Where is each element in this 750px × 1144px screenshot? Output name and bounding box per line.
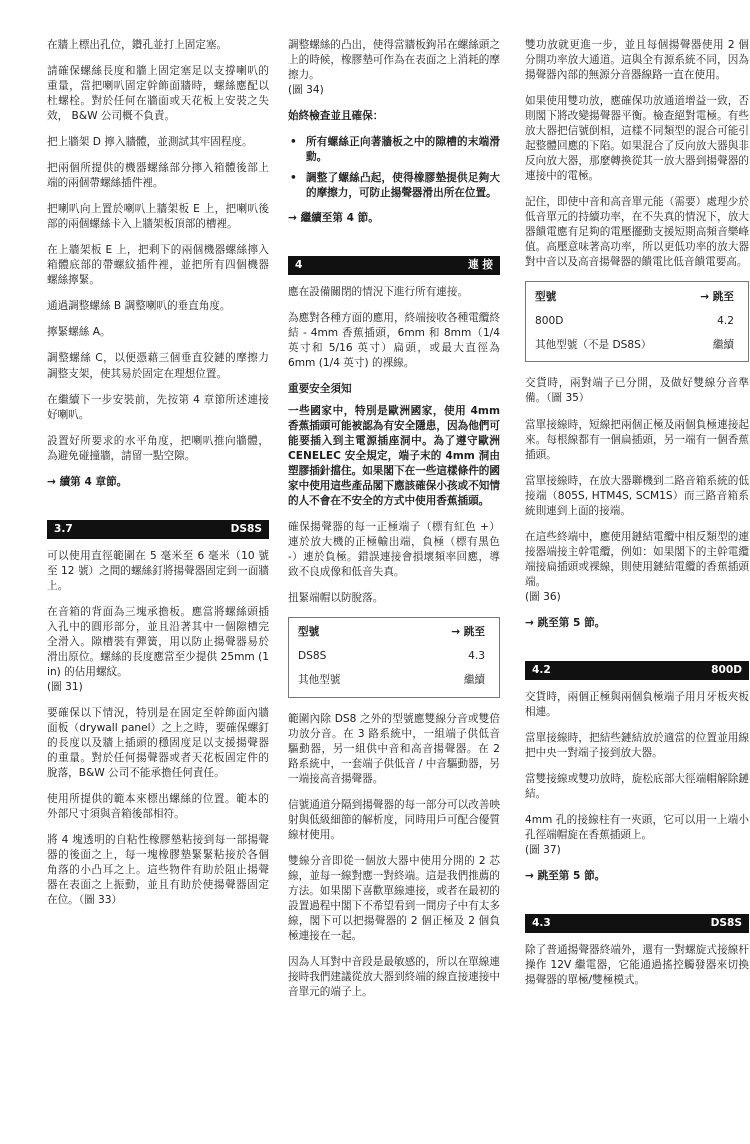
paragraph: 雙功放就更進一步，並且每個揚聲器使用 2 個分開功率放大通道。這與全有源系統不同，因為揚聲器內部的無源分音器線路一直在使用。 bbox=[525, 39, 749, 82]
paragraph-text: 在這些終端中，應使用鏈結電纜中相反類型的連接器端接主幹電纜，例如：如果閣下的主幹電纜端接扁插頭或裸線，則使用鏈結電纜的香蕉插頭端。 bbox=[525, 530, 749, 588]
section-tag: DS8S bbox=[230, 522, 262, 535]
section-number: 3.7 bbox=[54, 522, 73, 535]
table-header-cell: → 跳至 bbox=[700, 290, 734, 303]
paragraph: 雙線分音即從一個放大器中使用分開的 2 芯線，並每一線對應一對終端。這是我們推薦的方法。如果閣下喜歡單線連接，或者在最初的設置過程中閣下不希望看到一間房子中有太多線，閣下可以把揚聲器的 2 個正極及 2 個負極連接在一起。 bbox=[288, 855, 500, 943]
table-cell: 其他型號 bbox=[298, 674, 341, 687]
table-cell: 4.2 bbox=[717, 314, 734, 327]
paragraph: 記住，即使中音和高音單元能（需要）處理少於低音單元的持續功率，在不失真的情況下，放大器饋電應有足夠的電壓擺動支援短期高頻音樂峰值。高壓意味著高功率，所以更低功率的放大器對中音以及高音揚聲器的饋電比低音饋電要高。 bbox=[525, 196, 749, 269]
figure-ref: (圖 31) bbox=[47, 680, 83, 693]
paragraph: 當雙接線或雙功放時，旋松底部大徑端帽解除鏈結。 bbox=[525, 773, 749, 801]
paragraph-text: 4mm 孔的接線柱有一夾頭，它可以用一上端小孔徑端帽旋在香蕉插頭上。 bbox=[525, 814, 749, 842]
continue-note: → 續第 4 章節。 bbox=[47, 475, 128, 488]
check-list bbox=[288, 135, 500, 201]
paragraph: 擰緊螺絲 A。 bbox=[47, 326, 111, 339]
continue-note: → 跳至第 5 節。 bbox=[525, 870, 606, 883]
check-heading: 始終檢查並且確保： bbox=[288, 110, 384, 123]
table-cell: 其他型號（不是 DS8S） bbox=[535, 338, 652, 351]
section-tag: DS8S bbox=[710, 917, 742, 930]
paragraph bbox=[525, 530, 749, 605]
figure-ref: (圖 34) bbox=[288, 84, 324, 97]
section-tag: 連 接 bbox=[468, 259, 493, 272]
model-table bbox=[525, 281, 749, 362]
continue-note: → 跳至第 5 節。 bbox=[525, 616, 606, 629]
paragraph: 通過調整螺絲 B 調整喇叭的垂直角度。 bbox=[47, 300, 231, 313]
paragraph-text: 調整螺絲的凸出，使得當牆板鉤吊在螺絲頭之上的時候，橡膠墊可作為在表面之上消耗的摩擦力。 bbox=[288, 39, 500, 82]
figure-ref: (圖 37) bbox=[525, 844, 561, 857]
column-1 bbox=[47, 38, 269, 919]
section-header-4-3 bbox=[525, 914, 749, 933]
paragraph: 可以使用直徑範圍在 5 毫米至 6 毫米（10 號至 12 號）之間的螺絲釘將揚聲器固定到一面牆上。 bbox=[47, 549, 269, 592]
paragraph bbox=[288, 38, 500, 98]
section-header-4-2 bbox=[525, 661, 749, 680]
table-cell: 800D bbox=[535, 314, 564, 327]
paragraph: 除了普通揚聲器終端外，還有一對螺旋式接線杆操作 12V 繼電器，它能通過搖控觸發器來切換揚聲器的單極/雙極模式。 bbox=[525, 944, 749, 987]
section-number: 4.2 bbox=[532, 663, 551, 676]
table-cell: 繼續 bbox=[712, 338, 734, 351]
paragraph: 如果使用雙功放，應確保功放通道增益一致，否則閣下將改變揚聲器平衡。檢查絕對電極。有些放大器把信號倒相，這樣不同類型的混合可能引起整體回應的下陷。如果混合了反向放大器與非反向放大器，那麼轉換從其一放大器到揚聲器的連接中的電極。 bbox=[525, 95, 749, 183]
section-header-4 bbox=[288, 256, 500, 275]
paragraph: 把兩個所提供的機器螺絲部分擰入箱體後部上端的兩個帶螺絲插件裡。 bbox=[47, 162, 269, 190]
figure-ref: (圖 36) bbox=[525, 590, 561, 603]
table-header-cell: → 跳至 bbox=[451, 626, 485, 639]
paragraph: 交貨時，兩對端子已分開，及做好雙線分音準備。（圖 35） bbox=[525, 377, 749, 405]
section-number: 4 bbox=[295, 259, 303, 272]
table-row bbox=[289, 645, 500, 669]
paragraph-text: 在音箱的背面為三塊承擔板。應當將螺絲頭插入孔中的圓形部分，並且沿著其中一個隙槽完全滑入。隙槽裝有彈簧，用以防止揚聲器易於滑出原位。螺絲的長度應當至少提供 25mm (1 in) 的佔用螺紋。 bbox=[47, 605, 269, 678]
list-item: • 調整了螺絲凸起，使得橡膠墊提供足夠大的摩擦力，可防止揚聲器滑出所在位置。 bbox=[288, 171, 500, 201]
paragraph: 確保揚聲器的每一正極端子（標有紅色 +）連於放大機的正極輸出端，負極（標有黑色 -）連於負極。錯誤連接會損壞頻率回應，導致不良成像和低音失真。 bbox=[288, 520, 500, 578]
paragraph: 範圍內除 DS8 之外的型號應雙線分音或雙倍功放分音。在 3 路系統中，一組端子供低音驅動器，另一組供中音和高音揚聲器。在 2 路系統中，一套端子供低音 / 中音驅動器，另一端接高音揚聲器。 bbox=[288, 712, 500, 785]
safety-heading: 重要安全須知 bbox=[288, 383, 352, 396]
continue-note: → 繼續至第 4 節。 bbox=[288, 212, 379, 225]
column-3 bbox=[525, 38, 749, 999]
paragraph: 把上牆架 D 擰入牆體，並測試其牢固程度。 bbox=[47, 136, 253, 149]
paragraph: 將 4 塊透明的自粘性橡膠墊粘接到每一部揚聲器的後面之上，每一塊橡膠墊緊緊粘接於各個角落的小凸耳之上。這些物件有助於阻止揚聲器在表面之上振動，並且有助於使揚聲器固定在位。（圖 33） bbox=[47, 834, 269, 907]
paragraph: 為應對各種方面的應用，終端接收各種電纜終結 - 4mm 香蕉插頭，6mm 和 8mm（1/4 英寸和 5/16 英寸）扁頭，或最大直徑為 6mm (1/4 英寸) 的裸線。 bbox=[288, 312, 500, 370]
table-row bbox=[526, 333, 749, 362]
table-header-cell: 型號 bbox=[535, 290, 557, 303]
paragraph: 信號通道分隔到揚聲器的每一部分可以改善映射與低級細節的解析度，同時用戶可配合優質線材使用。 bbox=[288, 799, 500, 842]
table-row bbox=[289, 669, 500, 698]
paragraph: 在牆上標出孔位，鑽孔並打上固定塞。 bbox=[47, 39, 228, 51]
paragraph: 因為人耳對中音段是最敏感的，所以在單線連接時我們建議從放大器到終端的線直接連接中音單元的端子上。 bbox=[288, 956, 500, 999]
paragraph: 扭緊端帽以防脫落。 bbox=[288, 591, 384, 604]
paragraph bbox=[525, 813, 749, 858]
column-2 bbox=[288, 38, 500, 1011]
model-table bbox=[288, 617, 500, 698]
table-header-row bbox=[289, 617, 500, 645]
paragraph: 在上牆架板 E 上，把剩下的兩個機器螺絲擰入箱體底部的帶螺紋插件裡，並把所有四個機器螺絲擰緊。 bbox=[47, 244, 269, 287]
safety-text: 一些國家中，特別是歐洲國家，使用 4mm 香蕉插頭可能被認為有安全隱患，因為他們可能要插入到主電源插座洞中。為了遵守歐洲 CENELEC 安全規定，端子末的 4mm 洞由塑膠插針擋住。如果閣下在一些這樣條件的國家中使用這些產品閣下應該確保小孩或不知情的人不會在不安全的方式中使用香蕉插頭。 bbox=[288, 404, 500, 507]
paragraph: 調整螺絲 C，以便憑藉三個垂直狡鏈的摩擦力調整支架，使其易於固定在理想位置。 bbox=[47, 352, 269, 380]
paragraph: 應在設備關閉的情況下進行所有連接。 bbox=[288, 286, 469, 299]
paragraph: 交貨時，兩個正極與兩個負極端子用月牙板夾板相連。 bbox=[525, 690, 749, 718]
table-header-cell: 型號 bbox=[298, 626, 320, 639]
table-cell: DS8S bbox=[298, 650, 327, 663]
paragraph: 當單接線時，在放大器聯機到二路音箱系統的低接端（805S, HTM4S, SCM1S）而三路音箱系統則連到上面的接端。 bbox=[525, 474, 749, 517]
list-item: • 所有螺絲正向著牆板之中的隙槽的末端滑動。 bbox=[288, 135, 500, 165]
paragraph: 把喇叭向上置於喇叭上牆架板 E 上，把喇叭後部的兩個螺絲卡入上牆架板頂部的槽裡。 bbox=[47, 203, 269, 231]
table-cell: 繼續 bbox=[463, 674, 485, 687]
paragraph: 使用所提供的範本來標出螺絲的位置。範本的外部尺寸須與音箱後部相符。 bbox=[47, 793, 269, 821]
section-number: 4.3 bbox=[532, 917, 551, 930]
paragraph: 當單接線時，短線把兩個正極及兩個負極連接起來。每根線都有一個扁插頭，另一端有一個香蕉插頭。 bbox=[525, 418, 749, 461]
section-tag: 800D bbox=[711, 663, 742, 676]
table-row bbox=[526, 309, 749, 333]
section-header-3-7 bbox=[47, 520, 269, 539]
paragraph: 當單接線時，把結些鏈結放於適當的位置並用線把中央一對端子接到放大器。 bbox=[525, 731, 749, 759]
paragraph: 在繼續下一步安裝前，先按第 4 章節所述連接好喇叭。 bbox=[47, 393, 269, 421]
paragraph bbox=[47, 605, 269, 695]
paragraph: 要確保以下情況，特別是在固定至幹飾面內牆面板（drywall panel）之上之時，要確保螺釘的長度以及牆上插頭的穩固度足以支援揚聲器的重量。對於任何揚聲器或者天花板固定件的脫落，B&W 公司不能承擔任何責任。 bbox=[47, 706, 269, 780]
table-cell: 4.3 bbox=[468, 650, 485, 663]
paragraph: 設置好所要求的水平角度，把喇叭推向牆體，為避免碰撞牆，請留一點空隙。 bbox=[47, 434, 269, 462]
table-header-row bbox=[526, 282, 749, 310]
paragraph: 請確保螺絲長度和牆上固定塞足以支撐喇叭的重量，當把喇叭固定幹飾面牆時，螺絲應配以杜螺栓。對於任何在牆面或天花板上安裝之失效， B&W 公司概不負責。 bbox=[47, 65, 269, 123]
